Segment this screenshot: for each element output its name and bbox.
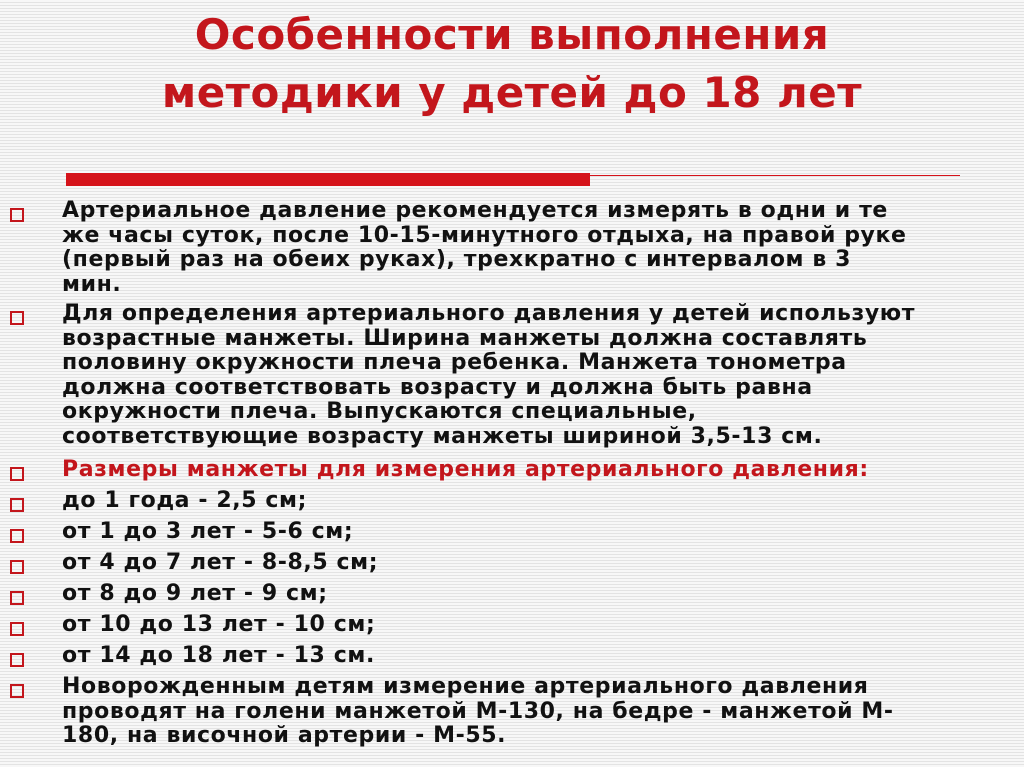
list-item-5 [62, 520, 992, 545]
hollow-square-bullet-icon [10, 560, 24, 574]
text-line: проводят на голени манжетой М-130, на бедре - манжетой М- [62, 698, 894, 724]
list-item-text [62, 551, 992, 576]
list-item-1 [62, 199, 992, 297]
list-item-4 [62, 489, 992, 514]
list-item-text [62, 675, 992, 749]
hollow-square-bullet-icon [10, 529, 24, 543]
text-line: же часы суток, после 10-15-минутного отдыха, на правой руке [62, 222, 907, 248]
slide-title-line-2: методики у детей до 18 лет [161, 68, 863, 117]
text-line: Новорожденным детям измерение артериального давления [62, 674, 869, 699]
text-line: окружности плеча. Выпускаются специальные, [62, 399, 697, 424]
list-item-6 [62, 551, 992, 576]
hollow-square-bullet-icon [10, 622, 24, 636]
text-line: от 4 до 7 лет - 8-8,5 см; [62, 550, 379, 575]
list-item-text [62, 613, 992, 638]
list-item-9 [62, 644, 992, 669]
hollow-square-bullet-icon [10, 684, 24, 698]
list-item-3-heading [62, 458, 992, 483]
text-line: (первый раз на обеих руках), трехкратно с интервалом в 3 [62, 247, 852, 272]
text-line: Размеры манжеты для измерения артериального давления: [62, 457, 869, 482]
list-item-text [62, 582, 992, 607]
list-item-text [62, 520, 992, 545]
slide-title-line-1: Особенности выполнения [194, 10, 830, 59]
text-line: половину окружности плеча ребенка. Манжета тонометра [62, 350, 847, 375]
hollow-square-bullet-icon [10, 467, 24, 481]
list-item-8 [62, 613, 992, 638]
text-line: должна соответствовать возрасту и должна быть равна [62, 374, 813, 400]
list-item-10 [62, 675, 992, 749]
text-line: Для определения артериального давления у детей используют [62, 301, 916, 326]
list-item-text [62, 302, 992, 449]
hollow-square-bullet-icon [10, 591, 24, 605]
hollow-square-bullet-icon [10, 498, 24, 512]
list-item-text [62, 644, 992, 669]
text-line: соответствующие возрасту манжеты шириной 3,5-13 см. [62, 423, 823, 449]
list-item-text [62, 489, 992, 514]
list-item-text [62, 199, 992, 297]
text-line: Артериальное давление рекомендуется измерять в одни и те [62, 198, 888, 223]
hollow-square-bullet-icon [10, 208, 24, 222]
text-line: от 10 до 13 лет - 10 см; [62, 612, 376, 637]
text-line: 180, на височной артерии - М-55. [62, 723, 507, 748]
hollow-square-bullet-icon [10, 653, 24, 667]
text-line: мин. [62, 271, 122, 297]
text-line: возрастные манжеты. Ширина манжеты должна составлять [62, 325, 868, 351]
list-item-2 [62, 302, 992, 449]
text-line: от 8 до 9 лет - 9 см; [62, 581, 328, 606]
list-item-text [62, 458, 992, 483]
list-item-7 [62, 582, 992, 607]
text-line: до 1 года - 2,5 см; [62, 488, 308, 513]
text-line: от 14 до 18 лет - 13 см. [62, 643, 375, 668]
hollow-square-bullet-icon [10, 311, 24, 325]
text-line: от 1 до 3 лет - 5-6 см; [62, 519, 354, 544]
